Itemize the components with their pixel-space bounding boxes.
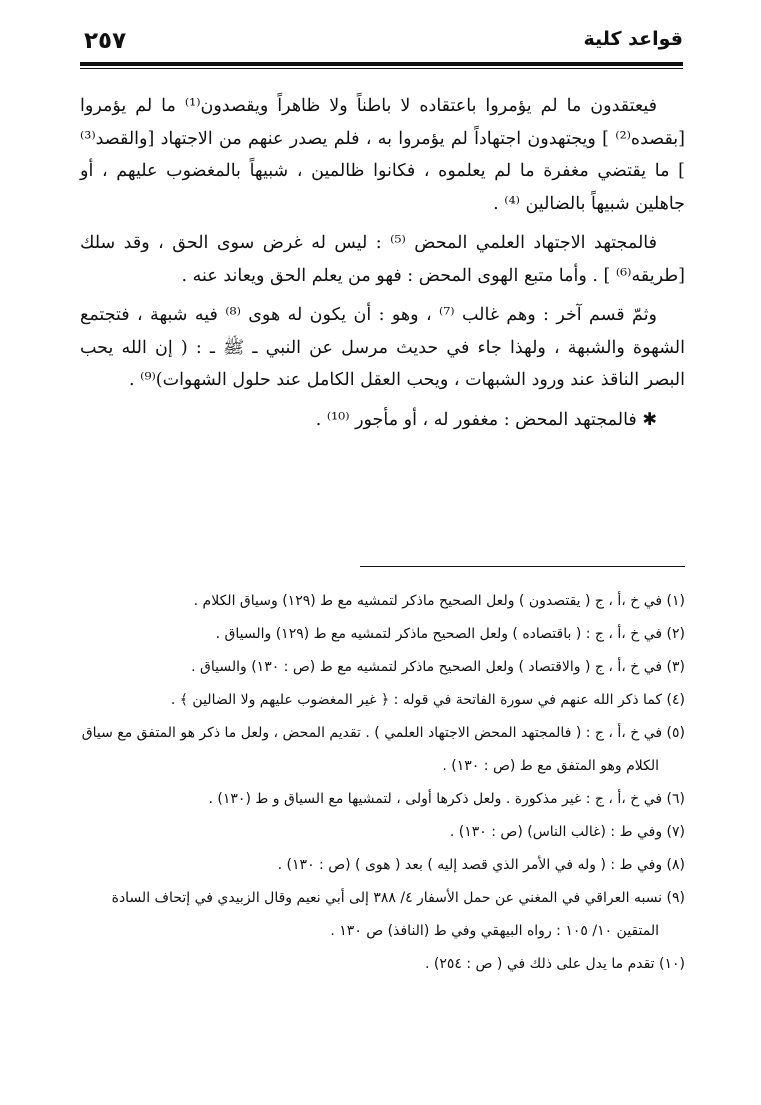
footnote-2: (٢) في خ ،أ ، ج : ( باقتصاده ) ولعل الصحيح ماذكر لتمشيه مع ط (١٢٩) والسياق . [215, 626, 685, 642]
header-rule [80, 62, 683, 66]
header-rule-thin [80, 68, 683, 69]
main-text [80, 90, 685, 436]
footnotes [80, 585, 685, 981]
page-header [80, 22, 683, 68]
footnote-3: (٣) في خ ،أ ، ج ( والاقتصاد ) ولعل الصحيح ماذكر لتمشيه مع ط (ص : ١٣٠) والسياق . [191, 659, 685, 675]
page-number: ٢٥٧ [84, 28, 127, 54]
footnote-9: (٩) نسبه العراقي في المغني عن حمل الأسفار ٤/ ٣٨٨ إلى أبي نعيم وقال الزبيدي في إتحاف السادة المتقين ١٠/ ١٠٥ : رواه البيهقي وفي ط (النافذ) ص ١٣٠ . [111, 890, 685, 939]
paragraph-2: فالمجتهد الاجتهاد العلمي المحض ⁽⁵⁾ : ليس له غرض سوى الحق ، وقد سلك [طريقه⁽⁶⁾ ] . وأما متبع الهوى المحض : فهو من يعلم الحق ويعاند عنه . [80, 233, 685, 286]
footnote-10: (١٠) تقدم ما يدل على ذلك في ( ص : ٢٥٤) . [424, 956, 685, 972]
running-title: قواعد كلية [583, 28, 683, 50]
footnote-8: (٨) وفي ط : ( وله في الأمر الذي قصد إليه ) بعد ( هوى ) (ص : ١٣٠) . [277, 857, 685, 873]
paragraph-4: ✱ فالمجتهد المحض : مغفور له ، أو مأجور ⁽¹⁰⁾ . [315, 409, 657, 430]
footnote-6: (٦) في خ ،أ ، ج : غير مذكورة . ولعل ذكرها أولى ، لتمشيها مع السياق و ط (١٣٠) . [208, 791, 685, 807]
paragraph-1: فيعتقدون ما لم يؤمروا باعتقاده لا باطناً ولا ظاهراً ويقصدون⁽¹⁾ ما لم يؤمروا [بقصده⁽²⁾ ] ويجتهدون اجتهاداً لم يؤمروا به ، فلم يصدر عنهم من الاجتهاد [والقصد⁽³⁾ ] ما يقتضي مغفرة ما لم يعلموه ، فكانوا ظالمين ، شبيهاً بالمغضوب عليهم ، أو جاهلين شبيهاً بالضالين ⁽⁴⁾ . [80, 96, 685, 214]
footnote-4: (٤) كما ذكر الله عنهم في سورة الفاتحة في قوله : ﴿ غير المغضوب عليهم ولا الضالين ﴾ . [170, 692, 685, 708]
footnote-separator [360, 566, 685, 567]
paragraph-3: وثمّ قسم آخر : وهم غالب ⁽⁷⁾ ، وهو : أن يكون له هوى ⁽⁸⁾ فيه شبهة ، فتجتمع الشهوة والشبهة ، ولهذا جاء في حديث مرسل عن النبي ـ ﷺ ـ : ( إن الله يحب البصر الناقذ عند ورود الشبهات ، ويحب العقل الكامل عند حلول الشهوات)⁽⁹⁾ . [80, 305, 685, 390]
footnote-5: (٥) في خ ،أ ، ج : ( فالمجتهد المحض الاجتهاد العلمي ) . تقديم المحض ، ولعل ما ذكر هو المتفق مع سياق الكلام وهو المتفق مع ط (ص : ١٣٠) . [81, 725, 685, 774]
footnote-7: (٧) وفي ط : (غالب الناس) (ص : ١٣٠) . [449, 824, 685, 840]
footnote-1: (١) في خ ،أ ، ج ( يقتصدون ) ولعل الصحيح ماذكر لتمشيه مع ط (١٢٩) وسياق الكلام . [193, 593, 685, 609]
